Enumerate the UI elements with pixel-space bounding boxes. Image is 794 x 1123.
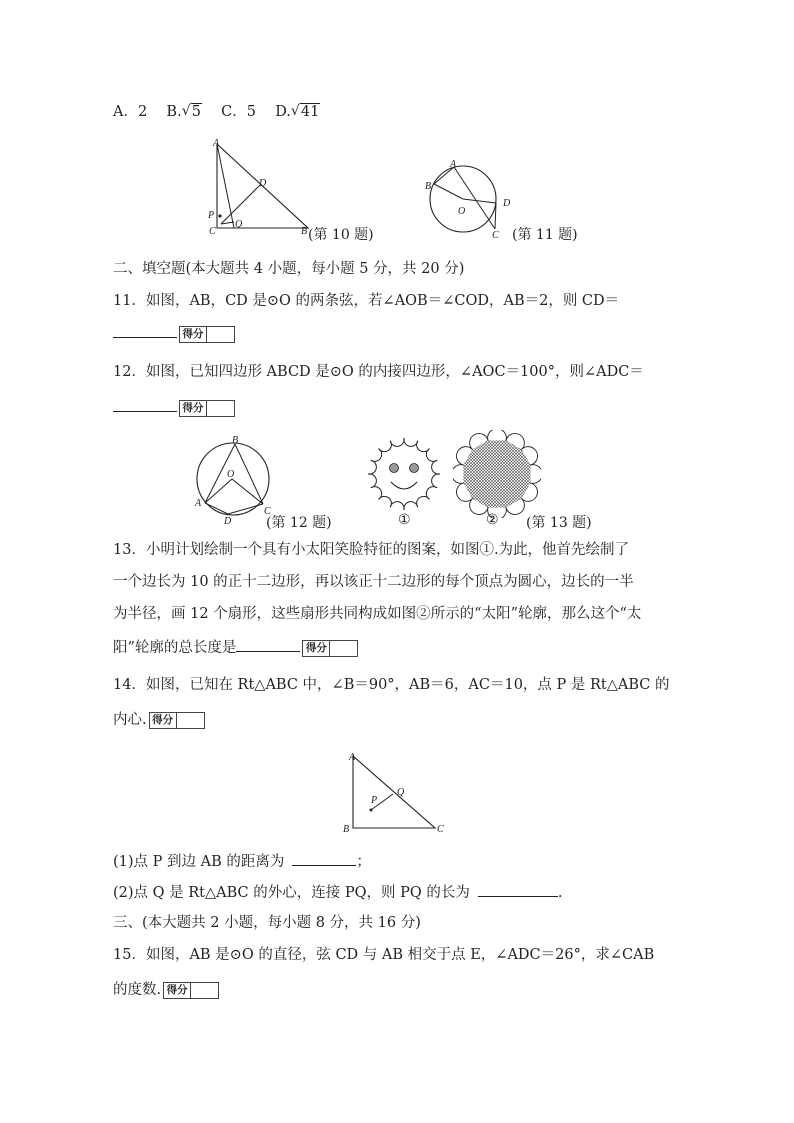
option-b: B. √ 5	[166, 103, 201, 120]
q11-answer	[113, 323, 235, 344]
fig14-label-p: P	[371, 795, 378, 806]
fig11-label-c: C	[492, 230, 499, 240]
q15-line2: 的度数. 得分	[113, 980, 219, 1000]
figure-10	[200, 136, 320, 236]
section2-header: 二、填空题(本大题共 4 小题，每小题 5 分，共 20 分)	[113, 261, 465, 277]
fig10-label-q: Q	[235, 219, 243, 230]
option-c: C．5	[221, 104, 256, 120]
figure-13-sun-outline	[453, 430, 541, 518]
q12-answer-blank[interactable]	[113, 397, 177, 412]
q14-line1: 14．如图，已知在 Rt△ABC 中，∠B＝90°，AB＝6，AC＝10，点 P 是 Rt△ABC 的	[113, 677, 670, 693]
q11-answer-blank[interactable]	[113, 323, 177, 338]
q11-text: 11．如图，AB，CD 是⊙O 的两条弦，若∠AOB＝∠COD，AB＝2，则 CD＝	[113, 293, 620, 309]
fig14-label-a: A	[349, 752, 356, 763]
fig10-caption: (第 10 题)	[308, 227, 374, 243]
q14-sub2-answer-blank[interactable]	[478, 882, 558, 897]
fig12-label-o: O	[227, 469, 235, 480]
q13-line2: 一个边长为 10 的正十二边形，再以该正十二边形的每个顶点为圆心，边长的一半	[113, 574, 634, 590]
section3-header: 三、(本大题共 2 小题，每小题 8 分，共 16 分)	[113, 915, 421, 931]
fig14-label-c: C	[437, 824, 444, 835]
fig13-caption: (第 13 题)	[526, 515, 592, 531]
fig12-label-d: D	[224, 516, 232, 527]
q12-text: 12．如图，已知四边形 ABCD 是⊙O 的内接四边形，∠AOC＝100°，则∠ADC＝	[113, 364, 644, 380]
q13-line3: 为半径，画 12 个扇形，这些扇形共同构成如图②所示的“太阳”轮廓，那么这个“太	[113, 606, 642, 622]
q14-score-box[interactable]: 得分	[149, 712, 205, 729]
q10-options	[113, 102, 320, 122]
fig11-caption: (第 11 题)	[512, 227, 578, 243]
q11-score-box[interactable]: 得分	[179, 326, 235, 343]
q12-answer	[113, 397, 235, 418]
q13-line4: 阳”轮廓的总长度是 得分	[113, 637, 358, 658]
option-a: A．2	[113, 104, 148, 120]
fig13-label-1: ①	[398, 512, 411, 528]
q15-line1: 15．如图，AB 是⊙O 的直径，弦 CD 与 AB 相交于点 E，∠ADC＝26°，求∠CAB	[113, 947, 655, 963]
fig12-label-c: C	[264, 506, 271, 517]
fig10-label-c: C	[209, 226, 216, 236]
fig13-label-2: ②	[486, 512, 499, 528]
q14-sub1: (1)点 P 到边 AB 的距离为 ；	[113, 851, 371, 872]
fig12-label-b: B	[232, 435, 239, 446]
fig10-label-a: A	[213, 138, 220, 149]
sun-arc	[453, 465, 463, 484]
figure-13-smiley-sun	[360, 430, 448, 518]
figure-11	[420, 156, 520, 240]
q13-answer-blank[interactable]	[236, 637, 300, 652]
q13-line1: 13．小明计划绘制一个具有小太阳笑脸特征的图案，如图①.为此，他首先绘制了	[113, 542, 630, 558]
fig10-label-p: P	[208, 210, 215, 221]
fig10-label-d: D	[259, 178, 267, 189]
fig12-caption: (第 12 题)	[266, 515, 332, 531]
q15-score-box[interactable]: 得分	[163, 982, 219, 999]
q14-sub2: (2)点 Q 是 Rt△ABC 的外心，连接 PQ，则 PQ 的长为 .	[113, 882, 562, 903]
sun-arc	[531, 465, 541, 484]
q14-line2: 内心. 得分	[113, 710, 205, 730]
q12-score-box[interactable]: 得分	[179, 400, 235, 417]
fig14-label-b: B	[343, 824, 350, 835]
fig11-label-d: D	[503, 198, 511, 209]
fig10-label-b: B	[301, 226, 308, 236]
fig11-label-b: B	[425, 181, 432, 192]
option-d: D. √ 41	[275, 103, 320, 120]
fig11-label-a: A	[450, 159, 457, 170]
q14-sub1-answer-blank[interactable]	[292, 851, 356, 866]
fig12-label-a: A	[195, 498, 202, 509]
fig14-label-q: Q	[397, 787, 405, 798]
figure-14	[338, 750, 453, 836]
sun-arc	[488, 430, 507, 440]
fig11-label-o: O	[458, 206, 466, 217]
q13-score-box[interactable]: 得分	[302, 640, 358, 657]
